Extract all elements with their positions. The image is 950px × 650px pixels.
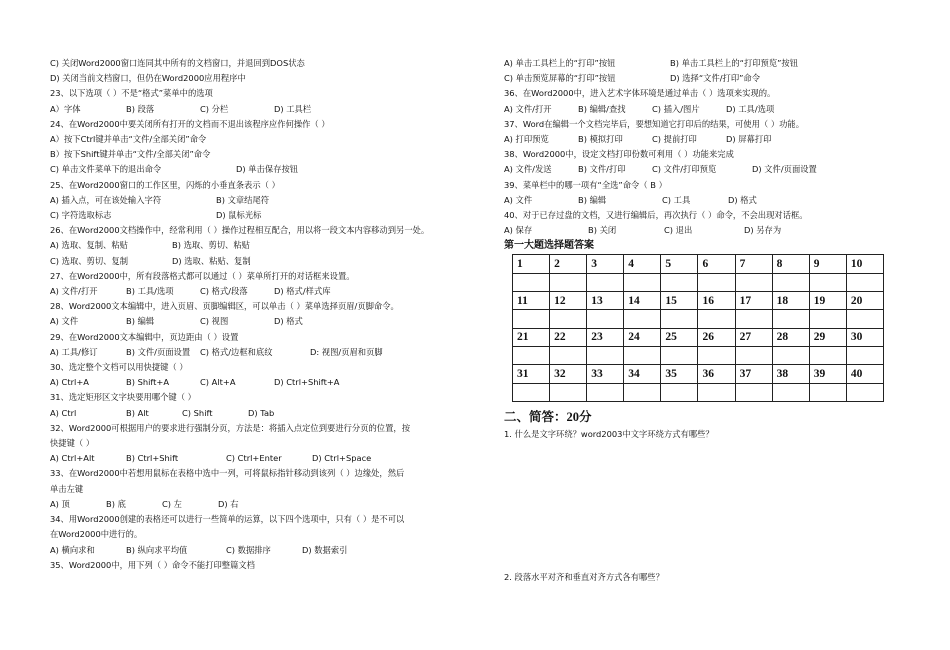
answer-option: A) Ctrl+Alt (50, 453, 95, 464)
answer-option: D) 选取、粘贴、复制 (172, 255, 251, 266)
answer-blank-cell[interactable] (661, 310, 698, 328)
answer-options (50, 543, 440, 558)
answer-options (50, 254, 440, 269)
answer-blank-cell[interactable] (624, 310, 661, 328)
answer-blank-cell[interactable] (735, 273, 772, 291)
answer-option: C) 文件/打印预览 (652, 164, 717, 175)
answer-option: A) Ctrl+A (50, 377, 89, 388)
answer-options (50, 162, 440, 177)
answer-option: A) 文件 (504, 194, 533, 205)
question-number-cell: 13 (587, 292, 624, 310)
answer-blank-cell[interactable] (772, 273, 809, 291)
answer-option: C) 格式/段落 (200, 286, 248, 297)
question-number-cell: 26 (698, 328, 735, 346)
answer-option: C) 单击预览屏幕的“打印”按钮 (504, 73, 616, 84)
short-answer-question-2: 2. 段落水平对齐和垂直对齐方式各有哪些？ (504, 572, 664, 583)
answer-option: B) 底 (106, 498, 126, 509)
answer-table-number-row (513, 255, 884, 273)
answer-option: C) 退出 (664, 225, 693, 236)
answer-options (50, 451, 440, 466)
answer-options (504, 223, 884, 238)
answer-blank-cell[interactable] (846, 346, 883, 364)
question-number-cell: 4 (624, 255, 661, 273)
question-number-cell: 7 (735, 255, 772, 273)
question-number-cell: 28 (772, 328, 809, 346)
question-number-cell: 31 (513, 365, 550, 383)
answer-option: C) 左 (162, 498, 182, 509)
answer-options (504, 162, 884, 177)
question-line: D) 关闭当前文档窗口，但仍在Word2000应用程序中 (50, 73, 246, 84)
answer-option: B) 段落 (126, 103, 155, 114)
answer-table-blank-row (513, 383, 884, 401)
answer-option: C) 分栏 (200, 103, 229, 114)
answer-option: A) 选取、复制、粘贴 (50, 240, 128, 251)
answer-option: D) 右 (218, 498, 239, 509)
answer-options (50, 314, 440, 329)
answer-blank-cell[interactable] (809, 310, 846, 328)
question-line: 28、Word2000文本编辑中，进入页眉、页脚编辑区，可以单击（ ）菜单选择页眉/页脚命令。 (50, 301, 399, 312)
answer-option: C) Ctrl+Enter (226, 453, 282, 464)
answer-blank-cell[interactable] (513, 383, 550, 401)
question-line: C) 关闭Word2000窗口连同其中所有的文档窗口，并退回到DOS状态 (50, 58, 305, 68)
answer-option: D) 屏幕打印 (726, 134, 772, 145)
question-line: 35、Word2000中，用下列（ ）命令不能打印整篇文档 (50, 559, 255, 570)
question-number-cell: 27 (735, 328, 772, 346)
answer-option: B) 文件/打印 (578, 164, 626, 175)
answer-options (504, 56, 884, 71)
question-number-cell: 24 (624, 328, 661, 346)
answer-options (504, 132, 884, 147)
answer-options (504, 102, 884, 117)
answer-blank-cell[interactable] (550, 273, 587, 291)
answer-blank-cell[interactable] (587, 346, 624, 364)
short-answer-section-title: 二、简答：20分 (504, 409, 592, 424)
answer-table-number-row (513, 328, 884, 346)
question-number-cell: 15 (661, 292, 698, 310)
answer-option: C) 工具 (662, 194, 691, 205)
question-number-cell: 33 (587, 365, 624, 383)
answer-options (50, 284, 440, 299)
answer-blank-cell[interactable] (587, 273, 624, 291)
question-number-cell: 32 (550, 365, 587, 383)
answer-blank-cell[interactable] (661, 383, 698, 401)
question-number-cell: 29 (809, 328, 846, 346)
answer-blank-cell[interactable] (698, 346, 735, 364)
question-number-cell: 11 (513, 292, 550, 310)
question-line: 32、Word2000可根据用户的要求进行强制分页，方法是：将插入点定位到要进行分页的位置，按 (50, 422, 410, 433)
answer-option: A) 文件/发送 (504, 164, 552, 175)
answer-option: D) 格式 (728, 194, 757, 205)
question-line: 33、在Word2000中若想用鼠标在表格中选中一列，可将鼠标指针移动到该列（ ）边缘处，然后 (50, 468, 405, 479)
question-line: 25、在Word2000窗口的工作区里，闪烁的小垂直条表示（ ） (50, 179, 280, 190)
answer-option: B) 编辑/查找 (578, 103, 626, 114)
answer-blank-cell[interactable] (513, 346, 550, 364)
answer-option: A) Ctrl (50, 407, 77, 418)
answer-option: A) 工具/修订 (50, 346, 98, 357)
answer-option: A）字体 (50, 103, 81, 114)
question-line: 37、Word在编辑一个文档完毕后，要想知道它打印后的结果，可使用（ ）功能。 (504, 118, 805, 129)
answer-table-blank-row (513, 273, 884, 291)
answer-options (50, 406, 440, 421)
answer-option: D) 数据索引 (302, 544, 348, 555)
answer-blank-cell[interactable] (624, 383, 661, 401)
answer-option: D) 鼠标光标 (216, 210, 262, 221)
question-number-cell: 10 (846, 255, 883, 273)
answer-blank-cell[interactable] (846, 383, 883, 401)
question-line: A）按下Ctrl键并单击“文件/全部关闭”命令 (50, 134, 207, 145)
question-line: 26、在Word2000文档操作中，经常利用（ ）操作过程相互配合，用以将一段文本内容移动到另一处。 (50, 225, 430, 236)
question-line: 在Word2000中进行的。 (50, 529, 143, 540)
answer-blank-cell[interactable] (809, 383, 846, 401)
answer-option: D) 格式 (274, 316, 303, 327)
answer-options (50, 238, 440, 253)
question-number-cell: 16 (698, 292, 735, 310)
answer-option: A) 顶 (50, 498, 70, 509)
answer-option: D) 格式/样式库 (274, 286, 331, 297)
answer-blank-cell[interactable] (698, 383, 735, 401)
answer-blank-cell[interactable] (550, 383, 587, 401)
answer-option: D) 文件/页面设置 (752, 164, 817, 175)
answer-option: A) 保存 (504, 225, 533, 236)
answer-blank-cell[interactable] (513, 273, 550, 291)
answer-option: B) 模拟打印 (578, 134, 623, 145)
answer-blank-cell[interactable] (735, 310, 772, 328)
question-number-cell: 22 (550, 328, 587, 346)
answer-blank-cell[interactable] (735, 346, 772, 364)
answer-option: A) 文件 (50, 316, 79, 327)
question-line: 30、选定整个文档可以用快捷键（ ） (50, 362, 188, 373)
answer-option: B) 编辑 (578, 194, 607, 205)
left-column (50, 56, 440, 573)
answer-option: C) 视图 (200, 316, 229, 327)
answer-option: D) Ctrl+Shift+A (274, 377, 340, 388)
question-number-cell: 37 (735, 365, 772, 383)
answer-option: B) 文章结尾符 (216, 194, 270, 205)
answer-option: B) 文件/页面设置 (126, 346, 191, 357)
right-question-lines (504, 56, 884, 238)
answer-option: B) 工具/选项 (126, 286, 174, 297)
answer-blank-cell[interactable] (550, 346, 587, 364)
answer-option: B) 关闭 (588, 225, 617, 236)
question-number-cell: 1 (513, 255, 550, 273)
answer-option: C) 数据排序 (226, 544, 271, 555)
answer-options (504, 193, 884, 208)
answer-option: B) Ctrl+Shift (126, 453, 179, 464)
answer-table-title: 第一大题选择题答案 (504, 240, 594, 252)
answer-option: A) 文件/打开 (504, 103, 552, 114)
answer-blank-cell[interactable] (624, 273, 661, 291)
question-number-cell: 23 (587, 328, 624, 346)
answer-option: D) 工具栏 (274, 103, 312, 114)
question-number-cell: 20 (846, 292, 883, 310)
question-number-cell: 38 (772, 365, 809, 383)
question-number-cell: 9 (809, 255, 846, 273)
question-number-cell: 40 (846, 365, 883, 383)
answer-options (50, 193, 440, 208)
answer-blank-cell[interactable] (809, 273, 846, 291)
answer-option: A) 打印预览 (504, 134, 549, 145)
answer-option: D) Ctrl+Space (312, 453, 372, 464)
question-number-cell: 35 (661, 365, 698, 383)
answer-option: C) 插入/图片 (652, 103, 700, 114)
question-line: 36、在Word2000中，进入艺术字体环境是通过单击（ ）选项来实现的。 (504, 88, 776, 99)
answer-option: B) 单击工具栏上的“打印预览”按钮 (670, 58, 799, 68)
question-number-cell: 5 (661, 255, 698, 273)
answer-blank-cell[interactable] (735, 383, 772, 401)
question-number-cell: 8 (772, 255, 809, 273)
answer-option: D: 视图/页眉和页脚 (310, 346, 383, 357)
question-line: 31、选定矩形区文字块要用哪个键（ ） (50, 392, 196, 403)
answer-blank-cell[interactable] (587, 383, 624, 401)
answer-option: C) 选取、剪切、复制 (50, 255, 129, 266)
answer-blank-cell[interactable] (698, 273, 735, 291)
answer-options (50, 375, 440, 390)
question-line: B）按下Shift键并单击“文件/全部关闭”命令 (50, 149, 211, 160)
question-number-cell: 36 (698, 365, 735, 383)
answer-option: D) 另存为 (744, 225, 782, 236)
question-number-cell: 18 (772, 292, 809, 310)
answer-blank-cell[interactable] (772, 310, 809, 328)
answer-option: D) 单击保存按钮 (236, 164, 299, 175)
question-number-cell: 3 (587, 255, 624, 273)
question-line: 38、Word2000中，设定文档打印份数可利用（ ）功能来完成 (504, 149, 734, 160)
question-number-cell: 12 (550, 292, 587, 310)
question-line: 快捷键（ ） (50, 438, 95, 449)
question-line: 23、以下选项（ ）不是“格式”菜单中的选项 (50, 88, 213, 99)
question-number-cell: 14 (624, 292, 661, 310)
answer-options (504, 71, 884, 86)
answer-option: B) Shift+A (126, 377, 170, 388)
answer-option: B) 选取、剪切、粘贴 (172, 240, 250, 251)
answer-blank-cell[interactable] (661, 273, 698, 291)
question-line: 39、菜单栏中的哪一项有“全选”命令（ B ） (504, 179, 667, 190)
answer-blank-cell[interactable] (846, 310, 883, 328)
answer-blank-cell[interactable] (624, 346, 661, 364)
answer-blank-cell[interactable] (846, 273, 883, 291)
answer-table (512, 254, 884, 401)
answer-option: A) 单击工具栏上的“打印”按钮 (504, 58, 616, 68)
answer-table-number-row (513, 365, 884, 383)
question-line: 单击左键 (50, 483, 84, 494)
answer-table-blank-row (513, 346, 884, 364)
answer-option: C) 字符选取标志 (50, 210, 112, 221)
answer-option: C) Shift (182, 407, 213, 418)
answer-option: C) 单击文件菜单下的退出命令 (50, 164, 162, 175)
answer-option: A) 横向求和 (50, 544, 95, 555)
question-number-cell: 21 (513, 328, 550, 346)
answer-option: A) 插入点，可在该处输入字符 (50, 194, 162, 205)
answer-blank-cell[interactable] (587, 310, 624, 328)
short-answer-question-1: 1. 什么是文字环绕？word2003中文字环绕方式有哪些？ (504, 428, 714, 439)
answer-blank-cell[interactable] (661, 346, 698, 364)
question-number-cell: 6 (698, 255, 735, 273)
answer-table-blank-row (513, 310, 884, 328)
answer-option: A) 文件/打开 (50, 286, 98, 297)
question-number-cell: 2 (550, 255, 587, 273)
question-line: 27、在Word2000中，所有段落格式都可以通过（ ）菜单所打开的对话框来设置。 (50, 270, 355, 281)
answer-options (50, 345, 440, 360)
question-number-cell: 30 (846, 328, 883, 346)
answer-options (50, 497, 440, 512)
answer-option: B) 纵向求平均值 (126, 544, 188, 555)
answer-option: C) 格式/边框和底纹 (200, 346, 273, 357)
answer-option: D) 选择“文件/打印”命令 (670, 73, 761, 84)
question-number-cell: 25 (661, 328, 698, 346)
question-line: 24、在Word2000中要关闭所有打开的文档而不退出该程序应作何操作（ ） (50, 118, 330, 129)
answer-blank-cell[interactable] (513, 310, 550, 328)
question-number-cell: 39 (809, 365, 846, 383)
answer-blank-cell[interactable] (772, 383, 809, 401)
question-line: 29、在Word2000文本编辑中，页边距由（ ）设置 (50, 331, 239, 342)
question-number-cell: 19 (809, 292, 846, 310)
answer-options (50, 102, 440, 117)
question-number-cell: 34 (624, 365, 661, 383)
right-column (504, 56, 884, 585)
answer-option: C) Alt+A (200, 377, 236, 388)
answer-blank-cell[interactable] (698, 310, 735, 328)
question-number-cell: 17 (735, 292, 772, 310)
answer-blank-cell[interactable] (550, 310, 587, 328)
answer-blank-cell[interactable] (772, 346, 809, 364)
answer-option: C) 提前打印 (652, 134, 697, 145)
answer-option: D) Tab (248, 407, 275, 418)
question-line: 40、对于已存过盘的文档，又进行编辑后，再次执行（ ）命令，不会出现对话框。 (504, 210, 808, 221)
answer-option: B) 编辑 (126, 316, 155, 327)
question-line: 34、用Word2000创建的表格还可以进行一些简单的运算，以下四个选项中，只有（ ）是不可以 (50, 514, 405, 525)
answer-option: D) 工具/选项 (726, 103, 775, 114)
answer-option: B) Alt (126, 407, 149, 418)
answer-options (50, 208, 440, 223)
answer-table-number-row (513, 292, 884, 310)
answer-blank-cell[interactable] (809, 346, 846, 364)
